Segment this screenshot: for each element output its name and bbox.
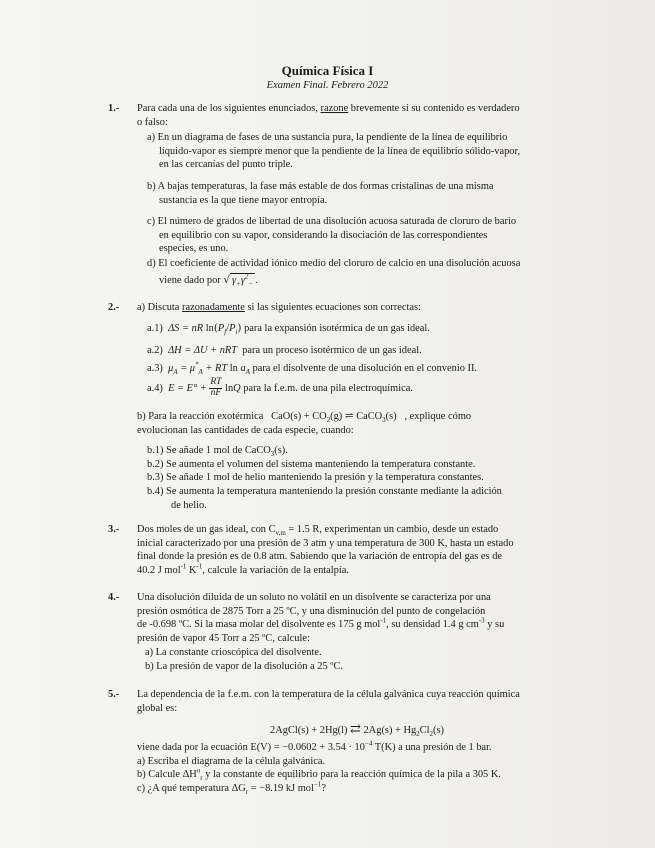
q1-stem: Para cada una de los siguientes enunciados, razone brevemente si su contenido es verdadero o falso:	[137, 103, 520, 128]
q2-a-stem: a) Discuta razonadamente si las siguientes ecuaciones son correctas:	[137, 302, 421, 313]
q5-number: 5.-	[108, 689, 120, 700]
q1-item-a: a) En un diagrama de fases de una sustancia pura, la pendiente de la línea de equilibrio líquido-vapor es siempre menor que la pendiente de la línea de equilibrio sólido-vapor, en las cercanías del punto triple.	[147, 132, 521, 171]
q4-text: Una disolución diluida de un soluto no volátil en un disolvente se caracteriza por una presión osmótica de 2875 Torr a 25 ºC, y una disminución del punto de congelación de -0.698 ºC. Si la masa molar del disolvente es 175 g mol$^{-1}$, su densidad 1.4 g $cm^{-3}$ y su presión de vapor 45 Torr a 25 ºC, calcule: a) La constante crioscópica del disolvente. b) La presión de vapor de la disolución a 25 ºC.	[137, 592, 505, 672]
exam-subtitle: Examen Final. Febrero 2022	[266, 80, 389, 91]
q2-a2: a.2) ΔH = ΔU + nRT para un proceso isotérmico de un gas ideal.	[147, 345, 422, 356]
q1-item-b: b) A bajas temperaturas, la fase más estable de dos formas cristalinas de una misma sustancia es la que tiene mayor entropía.	[147, 181, 494, 206]
q2-b-stem: b) Para la reacción exotérmica $CaO(s) + CO_2(g)$ ⇌ CaCO$_3$(s) , explique cómo evolucionan las cantidades de cada especie, cuando:	[137, 410, 472, 436]
q2-a4: a.4) E = E° + $\frac{RT}{nF}$ lnQ para la f.e.m. de una pila electroquímica.	[147, 377, 413, 398]
q2-a1: a.1) ΔS = nR $\ln(P_f/P_i)$ para la expansión isotérmica de un gas ideal.	[147, 322, 430, 337]
q1-item-c: c) El número de grados de libertad de una disolución acuosa saturada de cloruro de bario en equilibrio con su vapor, considerando la disociación de las correspondientes especies, es uno.	[147, 216, 517, 255]
q4-number: 4.-	[108, 592, 120, 603]
q2-b-items: b.1) Se añade 1 mol de CaCO$_3$(s). b.2) Se aumenta el volumen del sistema manteniendo la temperatura constante. b.3) Se añade 1 mol de helio manteniendo la presión y la temperatura constantes. b.4) Se aumenta la temperatura manteniendo la presión constante mediante la adición de helio.	[147, 445, 502, 511]
q2-number: 2.-	[108, 302, 120, 313]
q3-number: 3.-	[108, 524, 120, 535]
gamma-formula: $\gamma_+\gamma^2_-$	[231, 272, 254, 288]
q3-text: Dos moles de un gas ideal, con $C_{v,m} = 1.5$ R, experimentan un cambio, desde un estado inicial caracterizado por una presión de 3 atm y una temperatura de 300 K, hasta un estado final donde la presión es de 0.8 atm. Sabiendo que la variación de entropía del gas es de 40.2 J mol$^{-1}$ $K^{-1}$, calcule la variación de la entalpía.	[137, 524, 514, 577]
q5-reaction: 2AgCl(s) + 2Hg(l) ⇄ $2Ag(s) + Hg_2Cl_2(s)$	[270, 722, 444, 739]
q5-items: viene dada por la ecuación $E(V) = -0.0602 + 3.54 \cdot 10^{-4}$ T(K) a una presión de 1 bar. a) Escriba el diagrama de la célula galvánica. b) Calcule $\Delta H^o_r$ y la constante de equilibrio para la reacción química de la pila a 305 K. c) ¿A qué temperatura $\Delta G_r = -8.19$ kJ mol$^{-1}$?	[137, 739, 501, 797]
q2-a3: a.3) $\mu_A = \mu^*_A$ + RT $\ln a_A$ para el disolvente de una disolución en el convenio II.	[147, 360, 478, 377]
q1-number: 1.-	[108, 103, 120, 114]
exam-title: Química Física I	[281, 63, 374, 78]
q2-b-reaction: $CaO(s) + CO_2(g)$ ⇌ CaCO$_3$(s)	[271, 410, 397, 425]
q5-text: La dependencia de la f.e.m. con la temperatura de la célula galvánica cuya reacción química global es:	[137, 689, 520, 714]
q1-item-d: d) El coeficiente de actividad iónico medio del cloruro de calcio en una disolución acuosa viene dado por √ $\gamma_+\gamma^2_-$ .	[147, 258, 521, 288]
